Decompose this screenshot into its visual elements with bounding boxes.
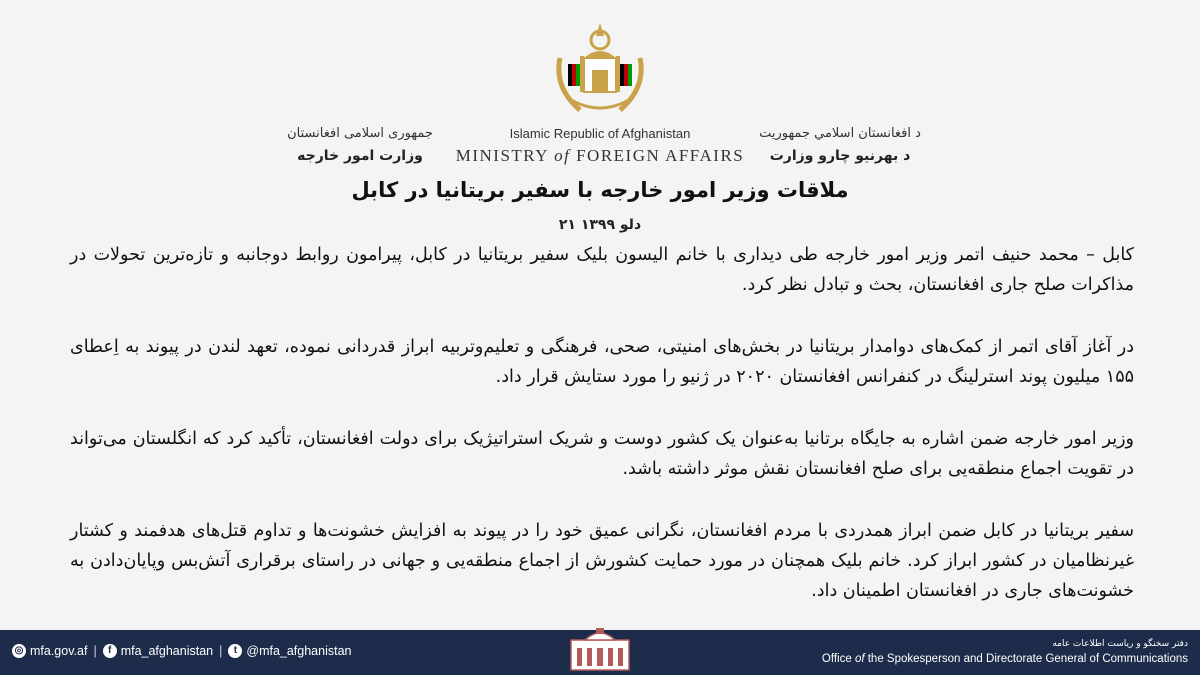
page-title: ملاقات وزیر امور خارجه با سفیر بریتانیا در کابل [351,178,849,202]
header-pashto [740,124,940,168]
header-english-line1: Islamic Republic of Afghanistan [509,126,691,141]
facebook-link[interactable]: mfa_afghanistan [120,644,214,658]
header-dari [260,124,460,168]
article-body [70,240,1134,638]
header-pashto-line1: د افغانستان اسلامي جمهوریت [759,126,921,141]
afghanistan-emblem-icon [540,18,660,118]
facebook-icon: f [103,644,117,658]
twitter-icon: t [228,644,242,658]
footer-bar [0,630,1200,675]
globe-icon: ◎ [12,644,26,658]
date: ۲۱ دلو ۱۳۹۹ [558,217,642,233]
website-link[interactable]: mfa.gov.af [30,644,88,658]
paragraph: در آغاز آقای اتمر از کمک‌های دوامدار بریتانیا در بخش‌های امنیتی، صحی، فرهنگی و تعلیم‌وتربیه ابراز قدردانی نموده، تعهد لندن در پیوند به اِعطای ۱۵۵ میلیون پوند استرلینگ در کنفرانس افغانستان ۲۰۲۰ در ژنیو را مورد ستایش قرار داد. [70,337,1134,387]
header-pashto-line2: د بهرنیو چارو وزارت [769,148,911,164]
twitter-link[interactable]: @mfa_afghanistan [246,644,352,658]
header-dari-line2: وزارت امور خارجه [297,148,423,164]
paragraph: کابل – محمد حنیف اتمر وزیر امور خارجه طی دیداری با خانم الیسون بلیک سفیر بریتانیا در کابل، پیرامون روابط دوجانبه و تازه‌ترین تحولات در مذاکرات صلح جاری افغانستان، بحث و تبادل نظر کرد. [70,245,1134,295]
header-english [440,124,760,168]
palace-building-icon [565,622,635,672]
office-credit [822,638,1188,667]
header-english-line2: MINISTRY of FOREIGN AFFAIRS [455,146,745,165]
header-dari-line1: جمهوری اسلامی افغانستان [287,126,433,141]
office-credit-dari: دفتر سخنگو و ریاست اطلاعات عامه [1052,639,1188,649]
paragraph: وزیر امور خارجه ضمن اشاره به جایگاه برتانیا به‌عنوان یک کشور دوست و شریک استراتیژیک برای دولت افغانستان، تأکید کرد که انگلستان می‌تواند در تقویت اجماع منطقه‌یی برای صلح افغانستان نقش موثر داشته باشد. [70,429,1134,479]
paragraph: سفیر بریتانیا در کابل ضمن ابراز همدردی با مردم افغانستان، نگرانی عمیق خود را در پیوند به افزایش خشونت‌ها و تداوم قتل‌های هدفمند و کشتار غیرنظامیان در کشور ابراز کرد. خانم بلیک همچنان در مورد حمایت کشورش از اجماع منطقه‌یی و جهانی در راستای برقراری آتش‌بس وپایان‌دادن به خشونت‌های جاری در افغانستان اطمینان داد. [70,521,1134,601]
social-links: ◎ mfa.gov.af | f mfa_afghanistan | t @mfa_afghanistan [12,644,352,658]
office-credit-english: Office of the Spokesperson and Directorate General of Communications [821,653,1188,665]
letterhead [0,0,1200,180]
